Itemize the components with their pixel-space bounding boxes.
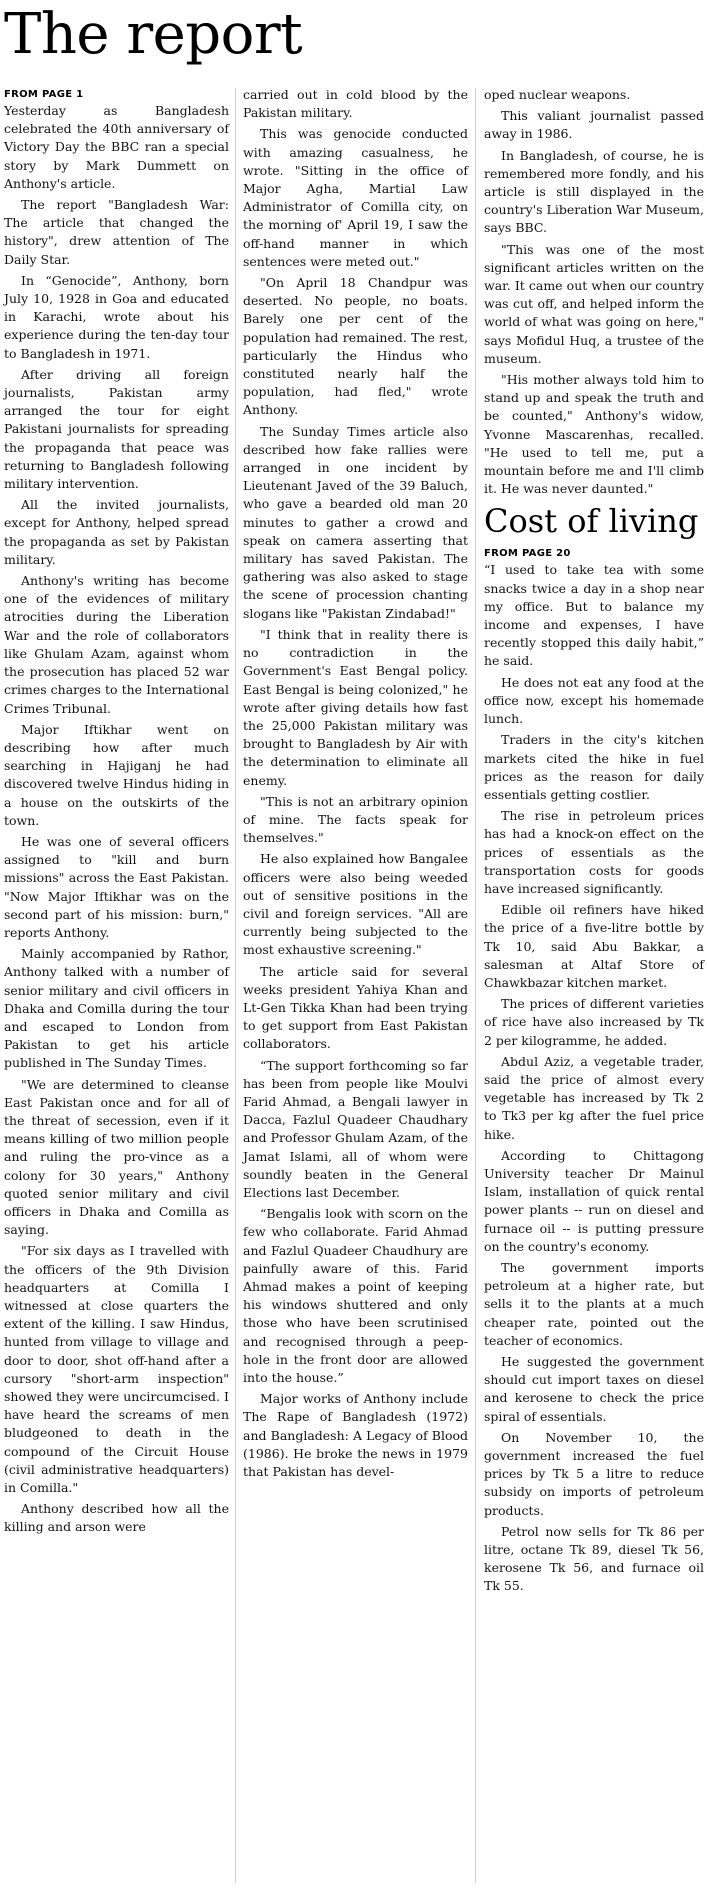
article-paragraph: On November 10, the government increased the fuel prices by Tk 5 a litre to reduce subsidy on imports of petroleum products. (484, 1429, 704, 1518)
article-paragraph: The prices of different varieties of rice have also increased by Tk 2 per kilogramme, he added. (484, 996, 704, 1048)
report-kicker: FROM PAGE 1 (4, 89, 84, 100)
article-paragraph: He was one of several officers assigned to "kill and burn missions" across the East Pakistan. "Now Major Iftikhar was on the second part of his mission: burn," reports Anthony. (4, 833, 229, 940)
article-paragraph: "On April 18 Chandpur was deserted. No people, no boats. Barely one per cent of the population had remained. The rest, particularly the Hindus who constituted nearly half the population, had fled," wrote Anthony. (243, 275, 468, 418)
column-divider (235, 88, 236, 1883)
article-paragraph: Traders in the city's kitchen markets cited the hike in fuel prices as the reason for daily essentials getting costlier. (484, 732, 704, 802)
article-paragraph: Petrol now sells for Tk 86 per litre, octane Tk 89, diesel Tk 56, kerosene Tk 56, and furnace oil Tk 55. (484, 1523, 704, 1594)
article-paragraph: "This is not an arbitrary opinion of mine. The facts speak for themselves." (243, 793, 468, 846)
article-paragraph: The government imports petroleum at a higher rate, but sells it to the plants at a much cheaper rate, pointed out the teacher of economics. (484, 1259, 704, 1348)
article-paragraph: The report "Bangladesh War: The article that changed the history", drew attention of The Daily Star. (4, 197, 229, 267)
article-paragraph: "This was one of the most significant articles written on the war. It came out when our country was cut off, and helped inform the world of what was going on here," says Mofidul Huq, a trustee of the museum. (484, 241, 704, 366)
article-paragraph: Yesterday as Bangladesh celebrated the 40th anniversary of Victory Day the BBC ran a special story by Mark Dummett on Anthony's article. (4, 103, 229, 191)
cost-of-living-headline: Cost of living (484, 502, 699, 541)
report-column-3 (484, 86, 704, 1599)
report-headline: The report (4, 2, 303, 67)
article-paragraph: He does not eat any food at the office now, except his homemade lunch. (484, 674, 704, 727)
article-paragraph: All the invited journalists, except for Anthony, helped spread the propaganda as set by Pakistan military. (4, 497, 229, 567)
article-paragraph: “Bengalis look with scorn on the few who collaborate. Farid Ahmad and Fazlul Quadeer Chaudhury are painfully aware of this. Farid Ahmad makes a point of keeping his windows shuttered and only those who have been scrutinised and recognised through a peep-hole in the front door are allowed into the house.” (243, 1206, 468, 1386)
article-paragraph: "His mother always told him to stand up and speak the truth and be counted," Anthony's widow, Yvonne Mascarenhas, recalled. "He used to tell me, put a mountain before me and I'll climb it. He was never daunted." (484, 372, 704, 497)
article-paragraph: Major Iftikhar went on describing how after much searching in Hajiganj he had discovered twelve Hindus hiding in a house on the outskirts of the town. (4, 721, 229, 828)
column-divider (475, 88, 476, 1883)
article-paragraph: He suggested the government should cut import taxes on diesel and kerosene to check the price spiral of essentials. (484, 1354, 704, 1424)
article-paragraph: “The support forthcoming so far has been from people like Moulvi Farid Ahmad, a Bengali lawyer in Dacca, Fazlul Quadeer Chaudhary and Professor Ghulam Azam, of the Jamat Islami, all of whom were soundly beaten in the General Elections last December. (243, 1057, 468, 1200)
article-paragraph: Mainly accompanied by Rathor, Anthony talked with a number of senior military and civil officers in Dhaka and Comilla during the tour and escaped to London from Pakistan to get his article published in The Sunday Times. (4, 946, 229, 1071)
article-paragraph: "For six days as I travelled with the officers of the 9th Division headquarters at Comilla I witnessed at close quarters the extent of the killing. I saw Hindus, hunted from village to village and door to door, shot off-hand after a cursory "short-arm inspection" showed they were uncircumcised. I have heard the screams of men bludgeoned to death in the compound of the Circuit House (civil administrative headquarters) in Comilla." (4, 1243, 229, 1496)
article-paragraph: Anthony described how all the killing and arson were (4, 1501, 229, 1535)
article-paragraph: Edible oil refiners have hiked the price of a five-litre bottle by Tk 10, said Abu Bakkar, a salesman at Altaf Store of Chawkbazar kitchen market. (484, 902, 704, 990)
article-paragraph: The rise in petroleum prices has had a knock-on effect on the prices of essentials as the transportation costs for goods have increased significantly. (484, 808, 704, 896)
article-paragraph: "We are determined to cleanse East Pakistan once and for all of the threat of secession, even if it means killing of two million people and ruling the pro-vince as a colony for 30 years," Anthony quoted senior military and civil officers in Dhaka and Comilla as saying. (4, 1076, 229, 1238)
article-paragraph: oped nuclear weapons. (484, 87, 631, 102)
article-paragraph: carried out in cold blood by the Pakistan military. (243, 87, 468, 121)
article-paragraph: Major works of Anthony include The Rape of Bangladesh (1972) and Bangladesh: A Legacy of Blood (1986). He broke the news in 1979 that Pakistan has devel- (243, 1391, 468, 1480)
article-paragraph: “I used to take tea with some snacks twice a day in a shop near my office. But to balance my income and expenses, I have recently stopped this daily habit,” he said. (484, 562, 704, 669)
article-paragraph: He also explained how Bangalee officers were also being weeded out of sensitive positions in the civil and foreign services. "All are currently being subjected to the most exhaustive screening." (243, 851, 468, 958)
article-paragraph: The Sunday Times article also described how fake rallies were arranged in one incident by Lieutenant Javed of the 39 Baluch, who gave a bearded old man 20 minutes to gather a crowd and speak on camera asserting that military has saved Pakistan. The gathering was also asked to stage the scene of procession chanting slogans like "Pakistan Zindabad!" (243, 423, 468, 621)
article-paragraph: "I think that in reality there is no contradiction in the Government's East Bengal policy. East Bengal is being colonized," he wrote after giving details how fast the 25,000 Pakistan military was brought to Bangladesh by Air with the determination to eliminate all enemy. (243, 626, 468, 788)
article-paragraph: According to Chittagong University teacher Dr Mainul Islam, installation of quick rental power plants -- run on diesel and furnace oil -- is putting pressure on the country's economy. (484, 1147, 704, 1254)
article-paragraph: After driving all foreign journalists, Pakistan army arranged the tour for eight Pakistani journalists for spreading the propaganda that peace was returning to Bangladesh following military intervention. (4, 366, 229, 492)
article-paragraph: This was genocide conducted with amazing casualness, he wrote. "Sitting in the office of Major Agha, Martial Law Administrator of Comilla city, on the morning of' April 19, I saw the off-hand manner in which sentences were meted out." (243, 126, 468, 269)
cost-kicker: FROM PAGE 20 (484, 548, 571, 560)
article-paragraph: The article said for several weeks president Yahiya Khan and Lt-Gen Tikka Khan had been trying to get support from East Pakistan collaborators. (243, 963, 468, 1052)
article-paragraph: In Bangladesh, of course, he is remembered more fondly, and his article is still displayed in the country's Liberation War Museum, says BBC. (484, 147, 704, 236)
report-column-2 (243, 86, 468, 1484)
article-paragraph: This valiant journalist passed away in 1986. (484, 108, 704, 142)
article-paragraph: Abdul Aziz, a vegetable trader, said the price of almost every vegetable has increased by Tk 2 to Tk3 per kg after the fuel price hike. (484, 1053, 704, 1142)
article-paragraph: In “Genocide”, Anthony, born July 10, 1928 in Goa and educated in Karachi, wrote about his experience during the ten-day tour to Bangladesh in 1971. (4, 272, 229, 361)
article-paragraph: Anthony's writing has become one of the evidences of military atrocities during the Liberation War and the role of collaborators like Ghulam Azam, against whom the prosecution has placed 52 war crimes charges to the International Crimes Tribunal. (4, 573, 229, 716)
report-column-1 (4, 88, 229, 1540)
